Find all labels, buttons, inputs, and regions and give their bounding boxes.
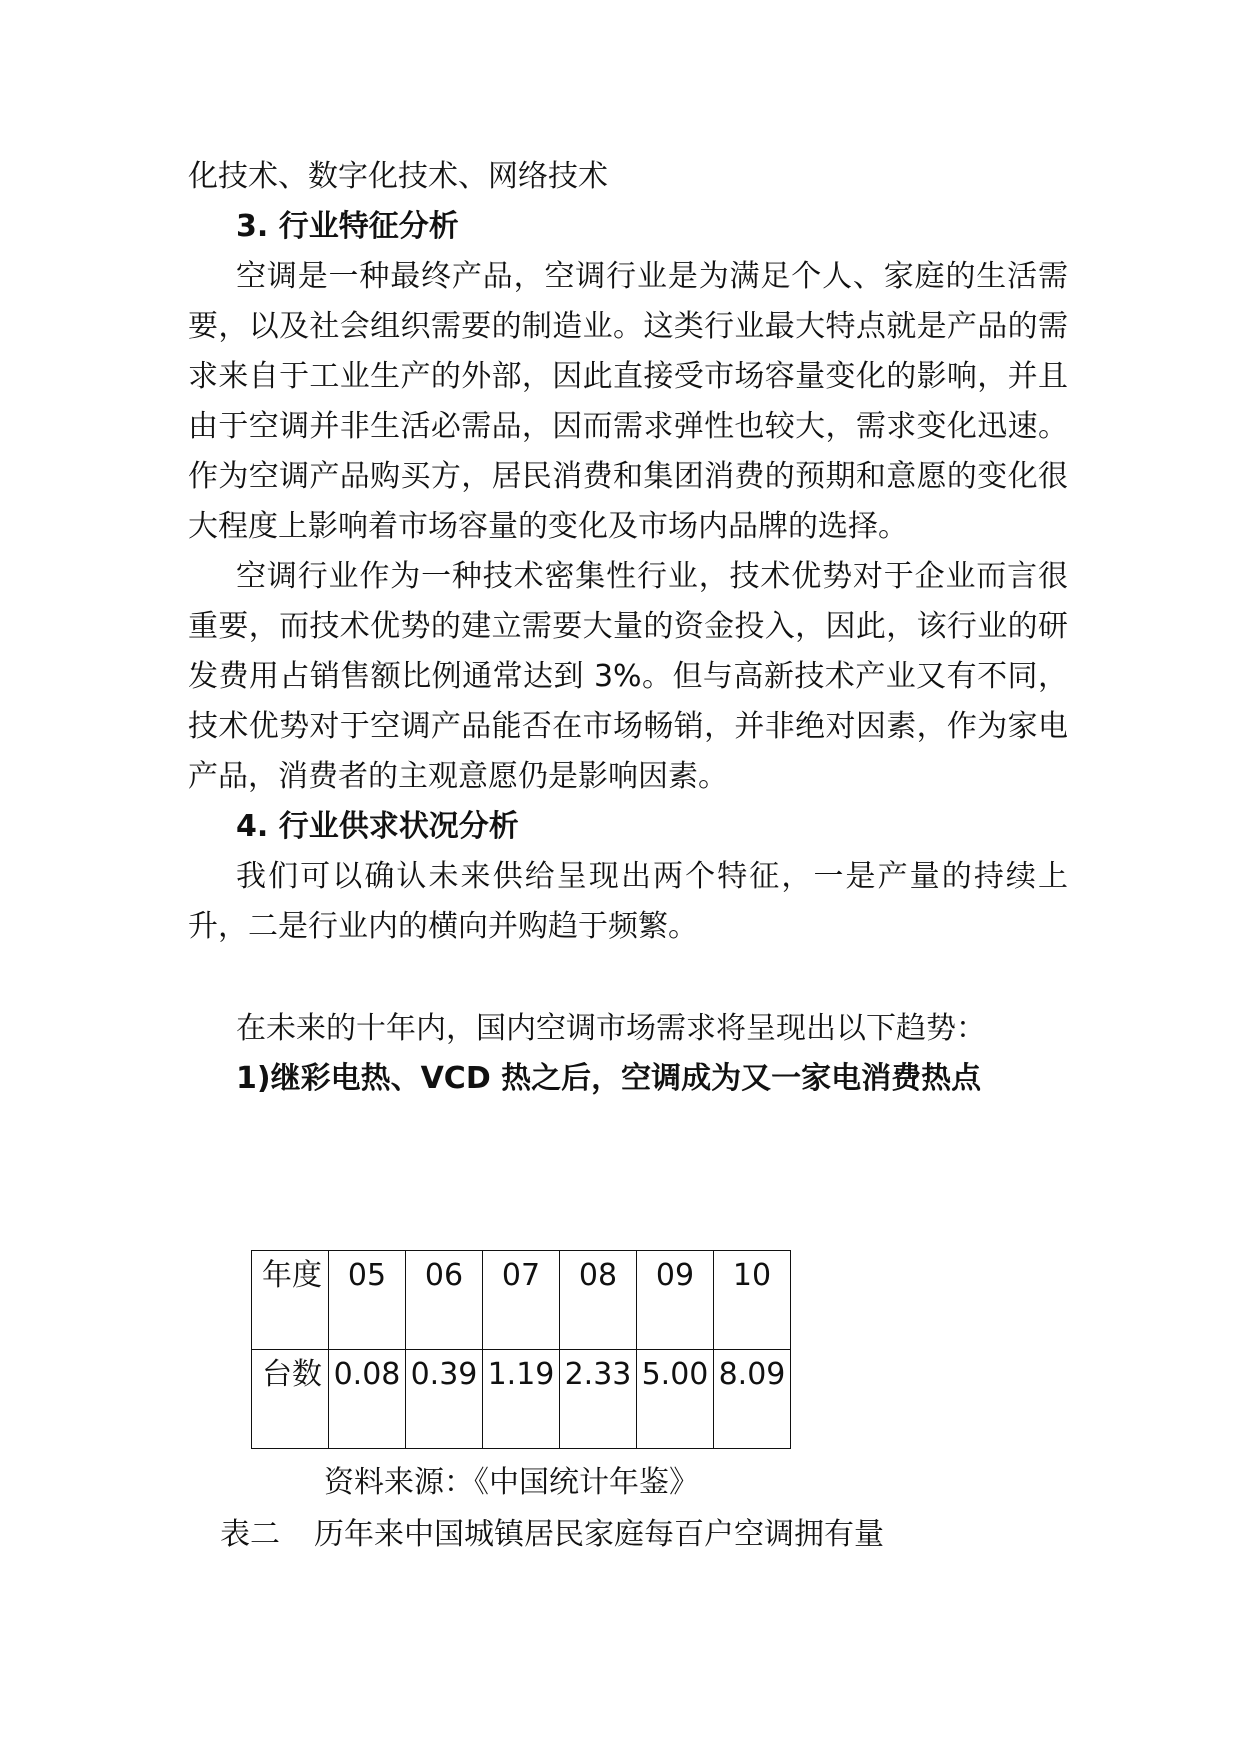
table-caption-title: 历年来中国城镇居民家庭每百户空调拥有量 xyxy=(314,1517,884,1552)
year-cell: 07 xyxy=(483,1251,560,1350)
table-row-counts xyxy=(252,1350,791,1449)
section-3-heading: 3. 行业特征分析 xyxy=(236,209,459,244)
intro-line: 化技术、数字化技术、网络技术 xyxy=(188,159,608,194)
count-cell: 0.08 xyxy=(329,1350,406,1449)
section-3-paragraph-2: 空调行业作为一种技术密集性行业，技术优势对于企业而言很重要，而技术优势的建立需要大量的资金投入，因此，该行业的研发费用占销售额比例通常达到 3%。但与高新技术产业又有不同，技术优势对于空调产品能否在市场畅销，并非绝对因素，作为家电产品，消费者的主观意愿仍是影响因素。 xyxy=(188,559,1068,794)
table-source: 资料来源：《中国统计年鉴》 xyxy=(324,1465,699,1500)
year-cell: 06 xyxy=(406,1251,483,1350)
table-row-years xyxy=(252,1251,791,1350)
section-3-paragraph-1: 空调是一种最终产品，空调行业是为满足个人、家庭的生活需要，以及社会组织需要的制造业。这类行业最大特点就是产品的需求来自于工业生产的外部，因此直接受市场容量变化的影响，并且由于空调并非生活必需品，因而需求弹性也较大，需求变化迅速。作为空调产品购买方，居民消费和集团消费的预期和意愿的变化很大程度上影响着市场容量的变化及市场内品牌的选择。 xyxy=(188,259,1068,544)
table-caption xyxy=(220,1510,884,1560)
count-cell: 1.19 xyxy=(483,1350,560,1449)
count-cell: 2.33 xyxy=(560,1350,637,1449)
year-cell: 09 xyxy=(637,1251,714,1350)
year-cell: 10 xyxy=(714,1251,791,1350)
aircon-ownership-table xyxy=(251,1250,791,1449)
count-cell: 5.00 xyxy=(637,1350,714,1449)
section-4-subheading: 1)继彩电热、VCD 热之后，空调成为又一家电消费热点 xyxy=(236,1061,982,1096)
year-cell: 05 xyxy=(329,1251,406,1350)
blank-line xyxy=(188,952,1068,1004)
body-text xyxy=(188,152,1068,1104)
section-4-paragraph-2: 在未来的十年内，国内空调市场需求将呈现出以下趋势： xyxy=(236,1011,986,1046)
row-label-count: 台数 xyxy=(252,1350,329,1449)
year-cell: 08 xyxy=(560,1251,637,1350)
table-caption-label: 表二 xyxy=(220,1517,280,1552)
count-cell: 8.09 xyxy=(714,1350,791,1449)
row-label-year: 年度 xyxy=(252,1251,329,1350)
section-4-heading: 4. 行业供求状况分析 xyxy=(236,809,519,844)
count-cell: 0.39 xyxy=(406,1350,483,1449)
section-4-paragraph-1: 我们可以确认未来供给呈现出两个特征，一是产量的持续上升，二是行业内的横向并购趋于频繁。 xyxy=(188,859,1068,944)
